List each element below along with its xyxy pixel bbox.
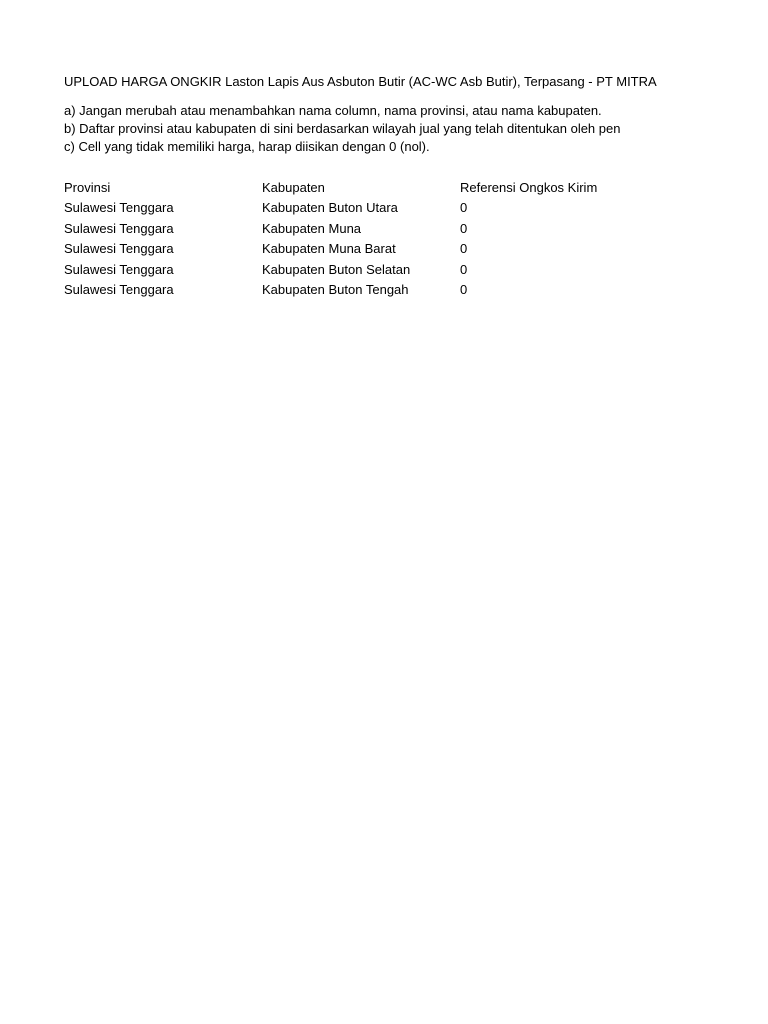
cell-provinsi[interactable]: Sulawesi Tenggara — [64, 281, 174, 297]
header-kabupaten: Kabupaten — [262, 180, 325, 195]
cell-ongkos-kirim[interactable]: 0 — [460, 200, 468, 216]
cell-provinsi[interactable]: Sulawesi Tenggara — [64, 200, 174, 216]
cell-ongkos-kirim[interactable]: 0 — [460, 241, 468, 257]
cell-ongkos-kirim[interactable]: 0 — [460, 220, 468, 236]
cell-provinsi[interactable]: Sulawesi Tenggara — [64, 220, 174, 236]
shipping-cost-table — [64, 178, 658, 300]
header-provinsi: Provinsi — [64, 180, 111, 195]
cell-ongkos-kirim[interactable]: 0 — [460, 261, 468, 277]
cell-provinsi[interactable]: Sulawesi Tenggara — [64, 261, 174, 277]
table-row — [64, 198, 658, 218]
instruction-a: a) Jangan merubah atau menambahkan nama column, nama provinsi, atau nama kabupaten. — [64, 103, 602, 118]
spreadsheet-page — [64, 72, 658, 300]
cell-ongkos-kirim[interactable]: 0 — [460, 281, 468, 297]
page-title: UPLOAD HARGA ONGKIR Laston Lapis Aus Asbuton Butir (AC-WC Asb Butir), Terpasang - PT MITRA — [64, 74, 657, 89]
header-referensi-ongkos-kirim: Referensi Ongkos Kirim — [460, 180, 598, 195]
table-row — [64, 239, 658, 259]
table-row — [64, 219, 658, 239]
table-row — [64, 260, 658, 280]
cell-kabupaten[interactable]: Kabupaten Buton Utara — [262, 200, 398, 216]
cell-kabupaten[interactable]: Kabupaten Buton Selatan — [262, 261, 411, 277]
cell-kabupaten[interactable]: Kabupaten Buton Tengah — [262, 281, 409, 297]
table-row — [64, 280, 658, 300]
instruction-c: c) Cell yang tidak memiliki harga, harap diisikan dengan 0 (nol). — [64, 139, 430, 154]
cell-kabupaten[interactable]: Kabupaten Muna Barat — [262, 241, 396, 257]
instruction-b: b) Daftar provinsi atau kabupaten di sini berdasarkan wilayah jual yang telah ditentukan oleh pen — [64, 121, 621, 136]
cell-provinsi[interactable]: Sulawesi Tenggara — [64, 241, 174, 257]
cell-kabupaten[interactable]: Kabupaten Muna — [262, 220, 362, 236]
table-header-row — [64, 178, 658, 198]
instructions — [64, 102, 658, 156]
